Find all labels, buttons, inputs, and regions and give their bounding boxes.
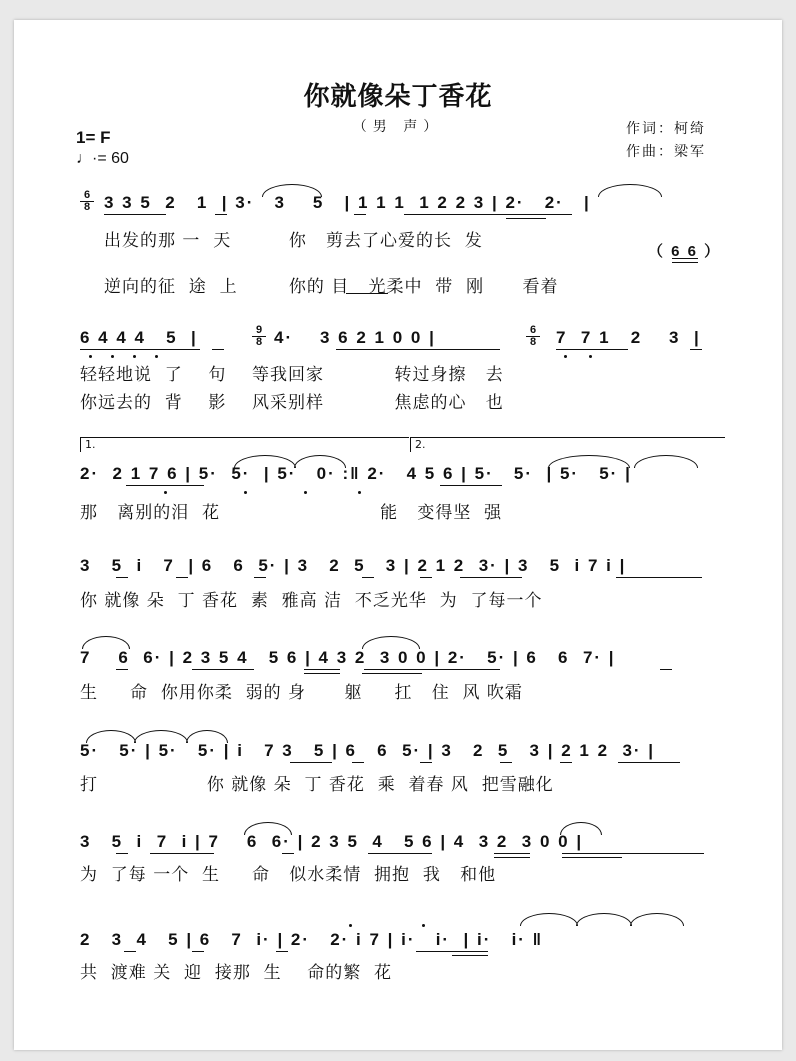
lyrics-row-1-verse-1: 出发的那 一 天 你 剪去了心爱的长 发: [104, 231, 483, 251]
voice-label: （男 声）: [352, 119, 444, 135]
beam: [352, 762, 364, 763]
lyrics-row-2-verse-1: 轻轻地说 了 句 等我回家 转过身擦 去: [80, 365, 504, 385]
beam: [420, 762, 432, 763]
notes-row-8: 2 3 4 5 | 6 7 i· | 2· 2· i 7 | i· i· | i· i· ‖: [80, 930, 544, 949]
composer-credit: 作曲：梁军: [626, 144, 706, 160]
beam: [556, 349, 628, 350]
beam: [80, 349, 200, 350]
beam: [618, 762, 680, 763]
beam: [362, 577, 374, 578]
beam: [104, 214, 166, 215]
lyricist-credit: 作词：柯绮: [626, 121, 706, 137]
beam: [616, 577, 702, 578]
volta-first-ending: 1.: [80, 437, 409, 452]
score-page: [14, 20, 782, 1050]
beam: [215, 214, 227, 215]
beam: [506, 218, 546, 219]
beam: [212, 349, 224, 350]
low-octave-dot: [304, 491, 307, 494]
time-signature-9-8: 9 8: [252, 325, 266, 348]
beam: [124, 951, 136, 952]
beam: [364, 669, 500, 670]
beam: [452, 955, 488, 956]
beam: [192, 951, 204, 952]
time-signature-6-8-b: 6 8: [526, 325, 540, 348]
lyrics-row-5: 生 命 你用你柔 弱的 身 躯 扛 住 风 吹霜: [80, 683, 523, 703]
beam: [192, 669, 254, 670]
beam: [494, 857, 530, 858]
low-octave-dot: [89, 355, 92, 358]
low-octave-dot: [244, 491, 247, 494]
beam: [690, 349, 702, 350]
beam: [660, 669, 672, 670]
high-octave-dot: [349, 924, 352, 927]
low-octave-dot: [164, 491, 167, 494]
notes-row-1: 3 3 5 2 1 | 3· 3 5 | 1 1 1 1 2 2 3 | 2· 2· |: [104, 193, 591, 212]
beam: [420, 577, 432, 578]
beam: [368, 853, 432, 854]
lyrics-row-3: 那 离别的泪 花 能 变得坚 强: [80, 503, 503, 523]
lyrics-row-7: 为 了每 一个 生 命 似水柔情 拥抱 我 和他: [80, 865, 497, 885]
high-octave-dot: [422, 924, 425, 927]
beam: [282, 853, 294, 854]
beam: [176, 577, 188, 578]
beam: [562, 853, 704, 854]
beam: [404, 214, 572, 215]
beam: [672, 262, 698, 263]
beam: [494, 853, 530, 854]
beam: [116, 669, 128, 670]
beam: [276, 951, 288, 952]
low-octave-dot: [111, 355, 114, 358]
beam: [304, 673, 340, 674]
beam: [562, 857, 622, 858]
lyrics-row-2-verse-2: 你远去的 背 影 风采别样 焦虑的心 也: [80, 393, 504, 413]
beam: [560, 762, 572, 763]
beam: [500, 762, 512, 763]
beam: [126, 485, 204, 486]
low-octave-dot: [564, 355, 567, 358]
tempo-marking: ♩·= 60: [76, 150, 129, 167]
notes-row-2-part-1: 6 4 4 4 5 |: [80, 328, 198, 347]
beam: [440, 485, 502, 486]
notes-row-4: 3 5 i 7 | 6 6 5· | 3 2 5 3 | 2 1 2 3· | 3 5 i 7 i |: [80, 556, 627, 575]
lyrics-row-8: 共 渡难 关 迎 接那 生 命的繁 花: [80, 963, 393, 983]
notes-row-5: 7 6 6· | 2 3 5 4 5 6 | 4 3 2 3 0 0 | 2· 5· | 6 6 7· |: [80, 648, 616, 667]
beam: [290, 762, 332, 763]
time-signature-6-8: 6 8: [80, 190, 94, 213]
beam: [672, 258, 698, 259]
beam: [116, 853, 128, 854]
beam: [354, 214, 366, 215]
low-octave-dot: [358, 491, 361, 494]
notes-row-6: 5· 5· | 5· 5· | i 7 3 5 | 6 6 5· | 3 2 5 3 | 2 1 2 3· |: [80, 741, 656, 760]
notes-row-2-part-3: 7 7 1 2 3 |: [556, 328, 701, 347]
lyrics-row-1-verse-2: 逆向的征 途 上 你的 目 光柔中 带 刚 看着: [104, 277, 559, 297]
beam: [116, 577, 128, 578]
volta-second-ending: 2.: [410, 437, 725, 452]
beam: [460, 577, 522, 578]
pickup-notes: （ 6 6 ）: [648, 243, 722, 260]
lyrics-row-4: 你 就像 朵 丁 香花 素 雅高 洁 不乏光华 为 了每一个: [80, 591, 543, 611]
beam: [150, 853, 214, 854]
beam: [336, 349, 500, 350]
lyric-group-line: [346, 293, 388, 294]
notes-row-3: 2· 2 1 7 6 | 5· 5· | 5· 0· :‖ 2· 4 5 6 | 5· 5· | 5· 5· |: [80, 464, 632, 483]
beam: [254, 577, 266, 578]
song-title: 你就像朵丁香花: [303, 82, 493, 112]
key-signature: 1= F: [76, 128, 111, 147]
low-octave-dot: [155, 355, 158, 358]
lyrics-row-6: 打 你 就像 朵 丁 香花 乘 着春 风 把雪融化: [80, 775, 554, 795]
beam: [416, 951, 488, 952]
notes-row-7: 3 5 i 7 i | 7 6 6· | 2 3 5 4 5 6 | 4 3 2 3 0 0 |: [80, 832, 584, 851]
beam: [362, 673, 422, 674]
low-octave-dot: [589, 355, 592, 358]
beam: [304, 669, 340, 670]
low-octave-dot: [133, 355, 136, 358]
notes-row-2-part-2: 4· 3 6 2 1 0 0 |: [274, 328, 436, 347]
